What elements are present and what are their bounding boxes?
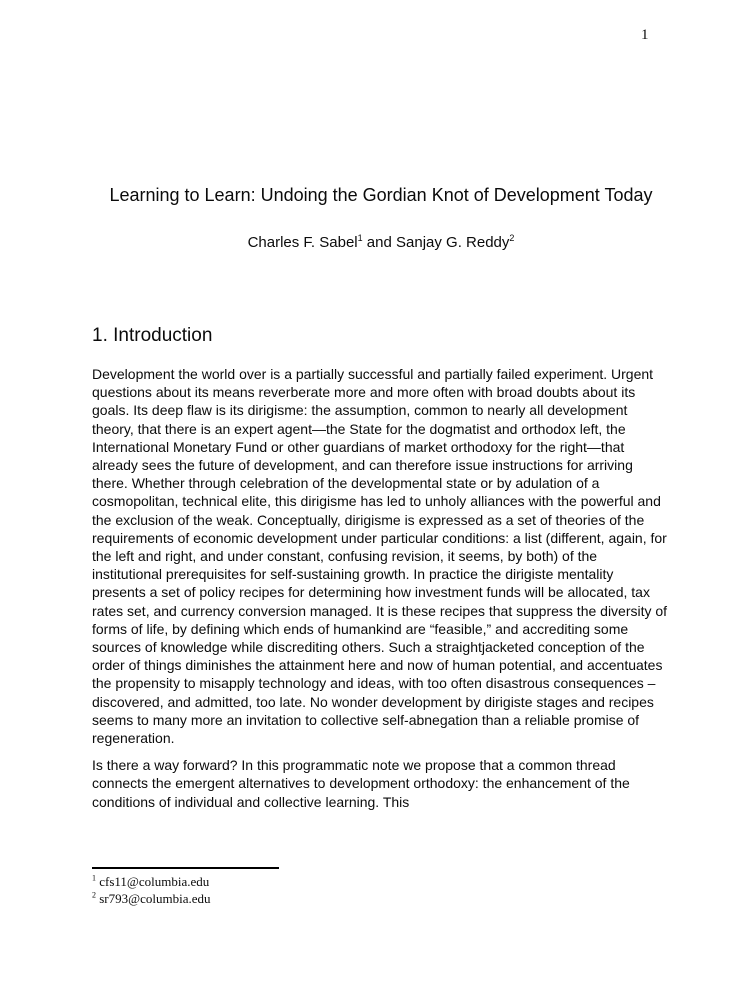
footnote-2-email: sr793@columbia.edu [99,891,211,906]
footnote-1-marker: 1 [92,873,96,883]
section-heading-introduction: 1. Introduction [92,325,213,346]
page-number: 1 [641,27,649,43]
footnote-2 [92,890,670,907]
author-1-name: Charles F. Sabel [247,234,358,251]
footnote-separator-rule [92,867,279,869]
paragraph-1: Development the world over is a partially successful and partially failed experiment. Urgent questions about its means reverberate more and more often with broad doubts about its goals. Its deep flaw is its dirigisme: the assumption, common to nearly all development theory, that there is an expert agent—the State for the dogmatist and orthodox left, the International Monetary Fund or other guardians of market orthodoxy for the right—that already sees the future of development, and can therefore issue instructions for arriving there. Whether through celebration of the developmental state or by adulation of a cosmopolitan, technical elite, this dirigisme has led to unholy alliances with the powerful and the exclusion of the weak. Conceptually, dirigisme is expressed as a set of theories of the requirements of economic development under particular conditions: a list (different, again, for the left and right, and under constant, confusing revision, it seems, by both) of the institutional prerequisites for self-sustaining growth. In practice the dirigiste mentality presents a set of policy recipes for determining how investment funds will be allocated, tax rates set, and currency conversion managed. It is these recipes that suppress the diversity of forms of life, by defining which ends of humankind are “feasible,” and accrediting some sources of knowledge while discrediting others. Such a straightjacketed conception of the order of things diminishes the attainment here and now of human potential, and accentuates the propensity to misapply technology and ideas, with too often disastrous consequences – discovered, and admitted, too late. No wonder development by dirigiste stages and recipes seems to many more an invitation to collective self-abnegation than a reliable promise of regeneration. [92,366,668,747]
footnote-2-marker: 2 [92,890,96,900]
footnote-1 [92,873,670,890]
author-line [92,234,670,251]
author-2-footnote-ref: 2 [509,233,515,243]
paper-title: Learning to Learn: Undoing the Gordian Knot of Development Today [109,185,653,205]
author-1-footnote-ref: 1 [357,233,363,243]
paragraph-2: Is there a way forward? In this programmatic note we propose that a common thread connects the emergent alternatives to development orthodoxy: the enhancement of the conditions of individual and collective learning. This [92,757,630,810]
author-2-name: and Sanjay G. Reddy [362,234,510,251]
footnote-1-email: cfs11@columbia.edu [99,874,210,889]
body-text [92,365,670,820]
footnote-area [92,867,670,907]
